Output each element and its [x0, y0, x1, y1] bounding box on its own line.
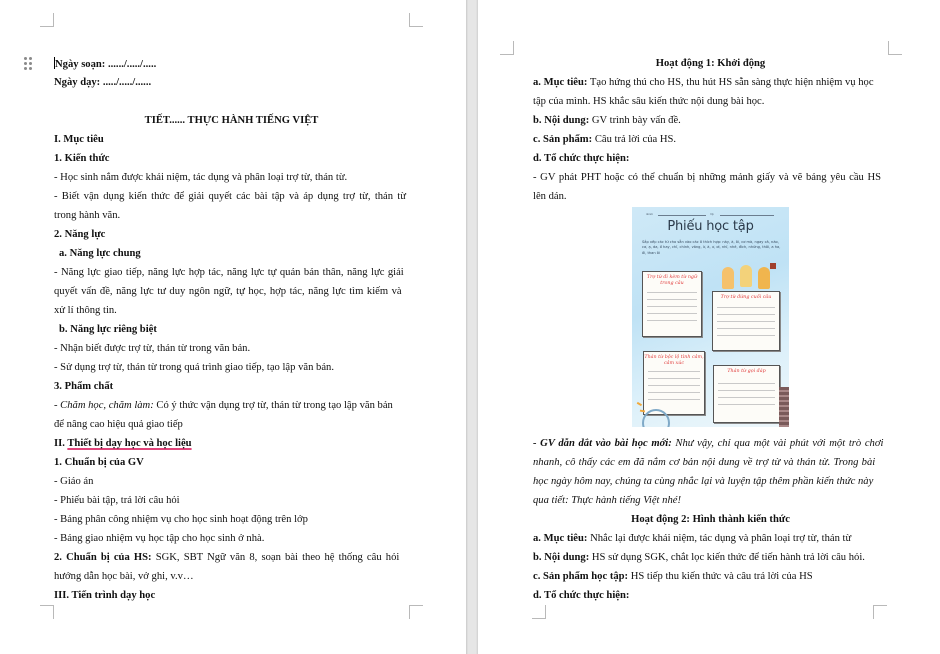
building-illustration [779, 387, 789, 427]
crop-mark-bottom-left [532, 605, 546, 619]
student-prep-line[interactable]: 2. Chuẩn bị của HS: SGK, SBT Ngữ văn 8, soạn bài theo hệ thống câu hỏi [54, 552, 400, 563]
a1-product-line[interactable]: c. Sản phẩm: Câu trả lời của HS. [533, 134, 677, 145]
crop-mark-bottom-right [409, 605, 423, 619]
spellcheck-underline: Thiết bị dạy học và học liệu [67, 438, 192, 449]
a2-goal-line[interactable]: a. Mục tiêu: Nhắc lại được khái niệm, tác dụng và phân loại trợ từ, thán từ [533, 533, 852, 544]
worksheet-instruction: Sắp xếp các từ cho sẵn vào các ô thích hợp: này, à, ôi, cơ mà, ngay cả, nào, cơ, ạ, da, ồ hay, chỉ, chính, vâng, ừ, à, ư, ơi, nhỉ, nhé, đích, những, thôi, a ha, ối, than ôi [642, 240, 781, 255]
general-competence-line[interactable]: - Năng lực giao tiếp, năng lực hợp tác, năng lực tự quản bản thân, năng lực giải [54, 267, 404, 278]
quality-line[interactable]: - Chăm học, chăm làm: Có ý thức vận dụng trợ từ, thán từ trong tạo lập văn bản [54, 400, 393, 411]
teacher-prep-item[interactable]: - Bảng giao nhiệm vụ học tập cho học sinh ở nhà. [54, 533, 265, 544]
knowledge-item[interactable]: trong hành văn. [54, 210, 121, 221]
a1-goal-line[interactable]: a. Mục tiêu: Tạo hứng thú cho HS, thu hút HS sẵn sàng thực hiện nhiệm vụ học [533, 77, 874, 88]
worksheet-box: Trợ từ đi kèm từ ngữ trong câu [642, 271, 702, 337]
quality-heading[interactable]: 3. Phẩm chất [54, 381, 114, 392]
a2-product-line[interactable]: c. Sản phẩm học tập: HS tiếp thu kiến thức và câu trả lời của HS [533, 571, 813, 582]
date-taught[interactable]: Ngày dạy: ...../...../...... [54, 77, 152, 88]
worksheet-image[interactable] [632, 207, 789, 427]
a1-org-line[interactable]: - GV phát PHT hoặc có thể chuẩn bị những mảnh giấy và vẽ bảng yêu cầu HS [533, 172, 882, 183]
crop-mark-top-right [888, 41, 902, 55]
knowledge-item[interactable]: - Biết vận dụng kiến thức để giải quyết các bài tập và áp dụng trợ từ, thán từ [54, 191, 406, 202]
a1-goal-line[interactable]: tập của mình. HS khắc sâu kiến thức nội dung bài học. [533, 96, 765, 107]
worksheet-box: Thán từ bộc lộ tình cảm, cảm xúc [643, 351, 705, 415]
crop-mark-top-right [409, 13, 423, 27]
teacher-prep-item[interactable]: - Phiếu bài tập, trả lời câu hỏi [54, 495, 180, 506]
crop-mark-top-left [500, 41, 514, 55]
sun-ray-icon [637, 402, 642, 406]
specific-competence-item[interactable]: - Sử dụng trợ từ, thán từ trong quá trình giao tiếp, tạo lập văn bản. [54, 362, 334, 373]
a1-org-line[interactable]: lên dán. [533, 191, 567, 202]
specific-competence-item[interactable]: - Nhận biết được trợ từ, thán từ trong văn bản. [54, 343, 251, 354]
lead-in-line[interactable]: - GV dẫn dắt vào bài học mới: Như vậy, chỉ qua một vài phút với một trò chơi [533, 438, 884, 449]
document-page-left[interactable] [0, 0, 466, 654]
competence-heading[interactable]: 2. Năng lực [54, 229, 106, 240]
section-2-heading[interactable]: II. Thiết bị dạy học và học liệu [54, 438, 192, 449]
teacher-prep-heading[interactable]: 1. Chuẩn bị của GV [54, 457, 144, 468]
a1-org-heading[interactable]: d. Tổ chức thực hiện: [533, 153, 630, 164]
lesson-title[interactable]: TIẾT...... THỰC HÀNH TIẾNG VIỆT [144, 115, 319, 126]
general-competence-heading[interactable]: a. Năng lực chung [59, 248, 141, 259]
worksheet-header: nhóm lớp [646, 212, 775, 218]
general-competence-line[interactable]: quyết vấn đề, năng lực tư duy ngôn ngữ, tự học, hợp tác, năng lực tìm kiếm và [54, 286, 402, 297]
section-3-heading[interactable]: III. Tiến trình dạy học [54, 590, 156, 601]
worksheet-box: Trợ từ đứng cuối câu [712, 291, 780, 351]
knowledge-heading[interactable]: 1. Kiến thức [54, 153, 110, 164]
general-competence-line[interactable]: xử lí thông tin. [54, 305, 117, 316]
lead-in-line[interactable]: qua tiết: Thực hành tiếng Việt nhé! [533, 495, 681, 506]
teacher-prep-item[interactable]: - Bảng phân công nhiệm vụ cho học sinh hoạt động trên lớp [54, 514, 308, 525]
quality-line[interactable]: để nâng cao hiệu quả giao tiếp [54, 419, 183, 430]
a2-org-heading[interactable]: d. Tổ chức thực hiện: [533, 590, 630, 601]
lead-in-line[interactable]: nhanh, cô thấy các em đã nắm cơ bản nội dung về trợ từ và thán từ. Trong bài [533, 457, 876, 468]
paragraph-drag-handle-icon[interactable] [24, 57, 34, 71]
crop-mark-bottom-left [40, 605, 54, 619]
date-prepared[interactable]: Ngày soạn: ....../...../..... [55, 59, 157, 70]
lead-in-line[interactable]: học ngày hôm nay, chúng ta cùng nhắc lại và luyện tập thêm phần kiến thức này [533, 476, 874, 487]
crop-mark-bottom-right [873, 605, 887, 619]
crop-mark-top-left [40, 13, 54, 27]
section-1-heading[interactable]: I. Mục tiêu [54, 134, 104, 145]
specific-competence-heading[interactable]: b. Năng lực riêng biệt [59, 324, 157, 335]
worksheet-box: Thán từ gọi đáp [713, 365, 780, 423]
teacher-prep-item[interactable]: - Giáo án [54, 476, 94, 487]
activity-1-heading[interactable]: Hoạt động 1: Khởi động [655, 58, 766, 69]
page-gutter [466, 0, 478, 654]
children-illustration [720, 263, 778, 291]
student-prep-line[interactable]: hướng dẫn học bài, vở ghi, v.v… [54, 571, 194, 582]
worksheet-title: Phiếu học tập [667, 219, 754, 234]
a1-content-line[interactable]: b. Nội dung: GV trình bày vấn đề. [533, 115, 681, 126]
a2-content-line[interactable]: b. Nội dung: HS sử dụng SGK, chắt lọc kiến thức để tiến hành trả lời câu hỏi. [533, 552, 865, 563]
knowledge-item[interactable]: - Học sinh nắm được khái niệm, tác dụng và phân loại trợ từ, thán từ. [54, 172, 348, 183]
sun-ray-icon [640, 410, 645, 412]
activity-2-heading[interactable]: Hoạt động 2: Hình thành kiến thức [631, 514, 790, 525]
